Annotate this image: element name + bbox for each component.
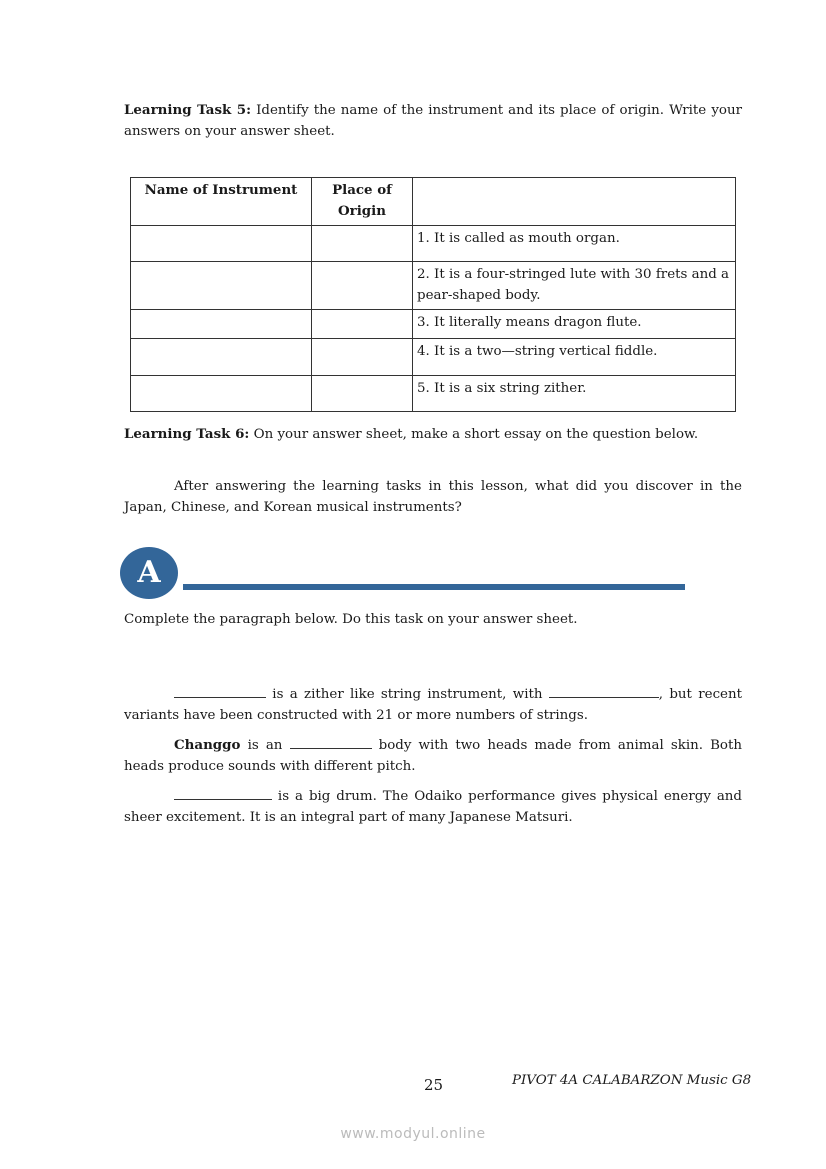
origin-cell [312,376,413,412]
p1-text-a: is a zither like string instrument, with [266,687,549,702]
answer-blank[interactable] [174,787,272,800]
name-cell [131,226,312,262]
header-origin: Place of Origin [312,178,413,226]
answer-blank[interactable] [549,685,659,698]
p3-text: is a big drum. The Odaiko performance gives physical energy and sheer excitement. It is an integral part of many Japanese Matsuri. [124,789,742,825]
changgo-term: Changgo [174,737,241,753]
learning-task-6 [124,424,742,445]
task5-label: Learning Task 5: [124,102,252,118]
task5-text: Identify the name of the instrument and its place of origin. Write your answers on your answer sheet. [124,103,742,139]
origin-cell [312,310,413,339]
name-cell [131,310,312,339]
table-row [131,226,736,262]
task6-text: On your answer sheet, make a short essay on the question below. [249,427,699,442]
origin-cell [312,262,413,310]
origin-cell [312,339,413,376]
answer-blank[interactable] [290,736,372,749]
clue-cell: 5. It is a six string zither. [413,376,736,412]
footer-title: PIVOT 4A CALABARZON Music G8 [512,1073,752,1088]
table-header-row [131,178,736,226]
name-cell [131,376,312,412]
section-divider [183,584,685,590]
header-clue [413,178,736,226]
watermark-url: www.modyul.online [340,1126,486,1142]
table-row [131,262,736,310]
table-row [131,310,736,339]
paragraph-2 [124,735,742,777]
origin-cell [312,226,413,262]
clue-cell: 4. It is a two—string vertical fiddle. [413,339,736,376]
table-row [131,376,736,412]
paragraph-1 [124,684,742,726]
name-cell [131,262,312,310]
instrument-table [130,177,736,412]
task6-label: Learning Task 6: [124,426,250,442]
clue-cell: 2. It is a four-stringed lute with 30 frets and a pear-shaped body. [413,262,736,310]
page-number: 25 [424,1076,444,1094]
p1-text-b: , but recent variants have been constructed with 21 or more numbers of strings. [124,687,742,723]
section-instruction: Complete the paragraph below. Do this task on your answer sheet. [124,612,578,627]
clue-cell: 1. It is called as mouth organ. [413,226,736,262]
clue-cell: 3. It literally means dragon flute. [413,310,736,339]
answer-blank[interactable] [174,685,266,698]
learning-task-5 [124,100,742,142]
table-row [131,339,736,376]
header-name: Name of Instrument [131,178,312,226]
p2-text-a: is an [240,738,290,753]
name-cell [131,339,312,376]
p2-text-b: body with two heads made from animal skin. Both heads produce sounds with different pitch. [124,738,742,774]
essay-question: After answering the learning tasks in this lesson, what did you discover in the Japan, Chinese, and Korean musical instruments? [124,479,742,515]
section-badge: A [120,547,178,599]
paragraph-3 [124,786,742,828]
